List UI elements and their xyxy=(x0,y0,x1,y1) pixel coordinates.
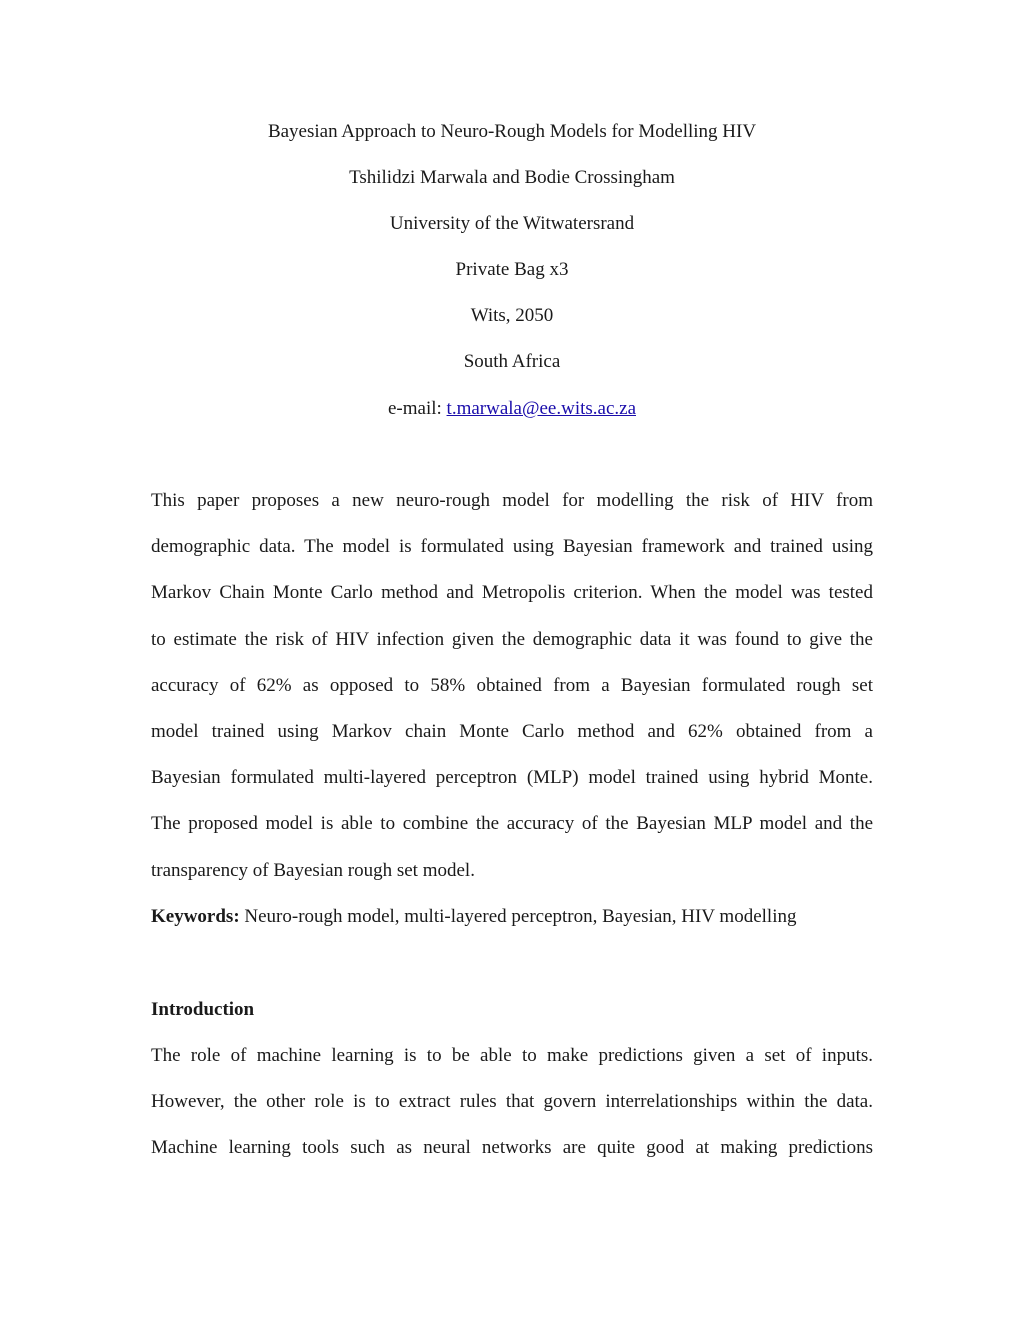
affiliation-address-line-2: Wits, 2050 xyxy=(470,305,554,326)
keywords-label: Keywords: xyxy=(151,906,240,927)
abstract-line: Bayesian formulated multi-layered perceptron (MLP) model trained using hybrid Monte. xyxy=(151,767,873,789)
email-line xyxy=(0,397,1024,421)
affiliation-university: University of the Witwatersrand xyxy=(389,213,635,234)
abstract-line: transparency of Bayesian rough set model. xyxy=(151,859,475,881)
introduction-heading: Introduction xyxy=(151,999,255,1020)
abstract-line: Markov Chain Monte Carlo method and Metropolis criterion. When the model was tested xyxy=(151,582,873,604)
introduction-body xyxy=(151,1044,873,1183)
keywords xyxy=(151,905,873,929)
affiliation-address-line-1: Private Bag x3 xyxy=(455,259,569,280)
email-link[interactable]: t.marwala@ee.wits.ac.za xyxy=(446,398,636,419)
abstract xyxy=(151,489,873,905)
abstract-line: to estimate the risk of HIV infection given the demographic data it was found to give the xyxy=(151,628,873,650)
authors: Tshilidzi Marwala and Bodie Crossingham xyxy=(349,167,675,188)
introduction-line: However, the other role is to extract rules that govern interrelationships within the data. xyxy=(151,1091,873,1113)
email-label: e-mail: xyxy=(387,398,442,419)
abstract-line: model trained using Markov chain Monte Carlo method and 62% obtained from a xyxy=(151,720,873,742)
affiliation-country: South Africa xyxy=(463,351,561,372)
keywords-text: Neuro-rough model, multi-layered perceptron, Bayesian, HIV modelling xyxy=(244,906,797,927)
paper-title: Bayesian Approach to Neuro-Rough Models for Modelling HIV xyxy=(267,121,757,142)
introduction-line: The role of machine learning is to be able to make predictions given a set of inputs. xyxy=(151,1045,873,1066)
introduction-line: Machine learning tools such as neural networks are quite good at making predictions xyxy=(151,1137,873,1159)
abstract-line: demographic data. The model is formulated using Bayesian framework and trained using xyxy=(151,536,873,558)
abstract-line: The proposed model is able to combine the accuracy of the Bayesian MLP model and the xyxy=(151,813,873,835)
abstract-line: This paper proposes a new neuro-rough model for modelling the risk of HIV from xyxy=(151,490,873,511)
abstract-line: accuracy of 62% as opposed to 58% obtained from a Bayesian formulated rough set xyxy=(151,674,873,696)
